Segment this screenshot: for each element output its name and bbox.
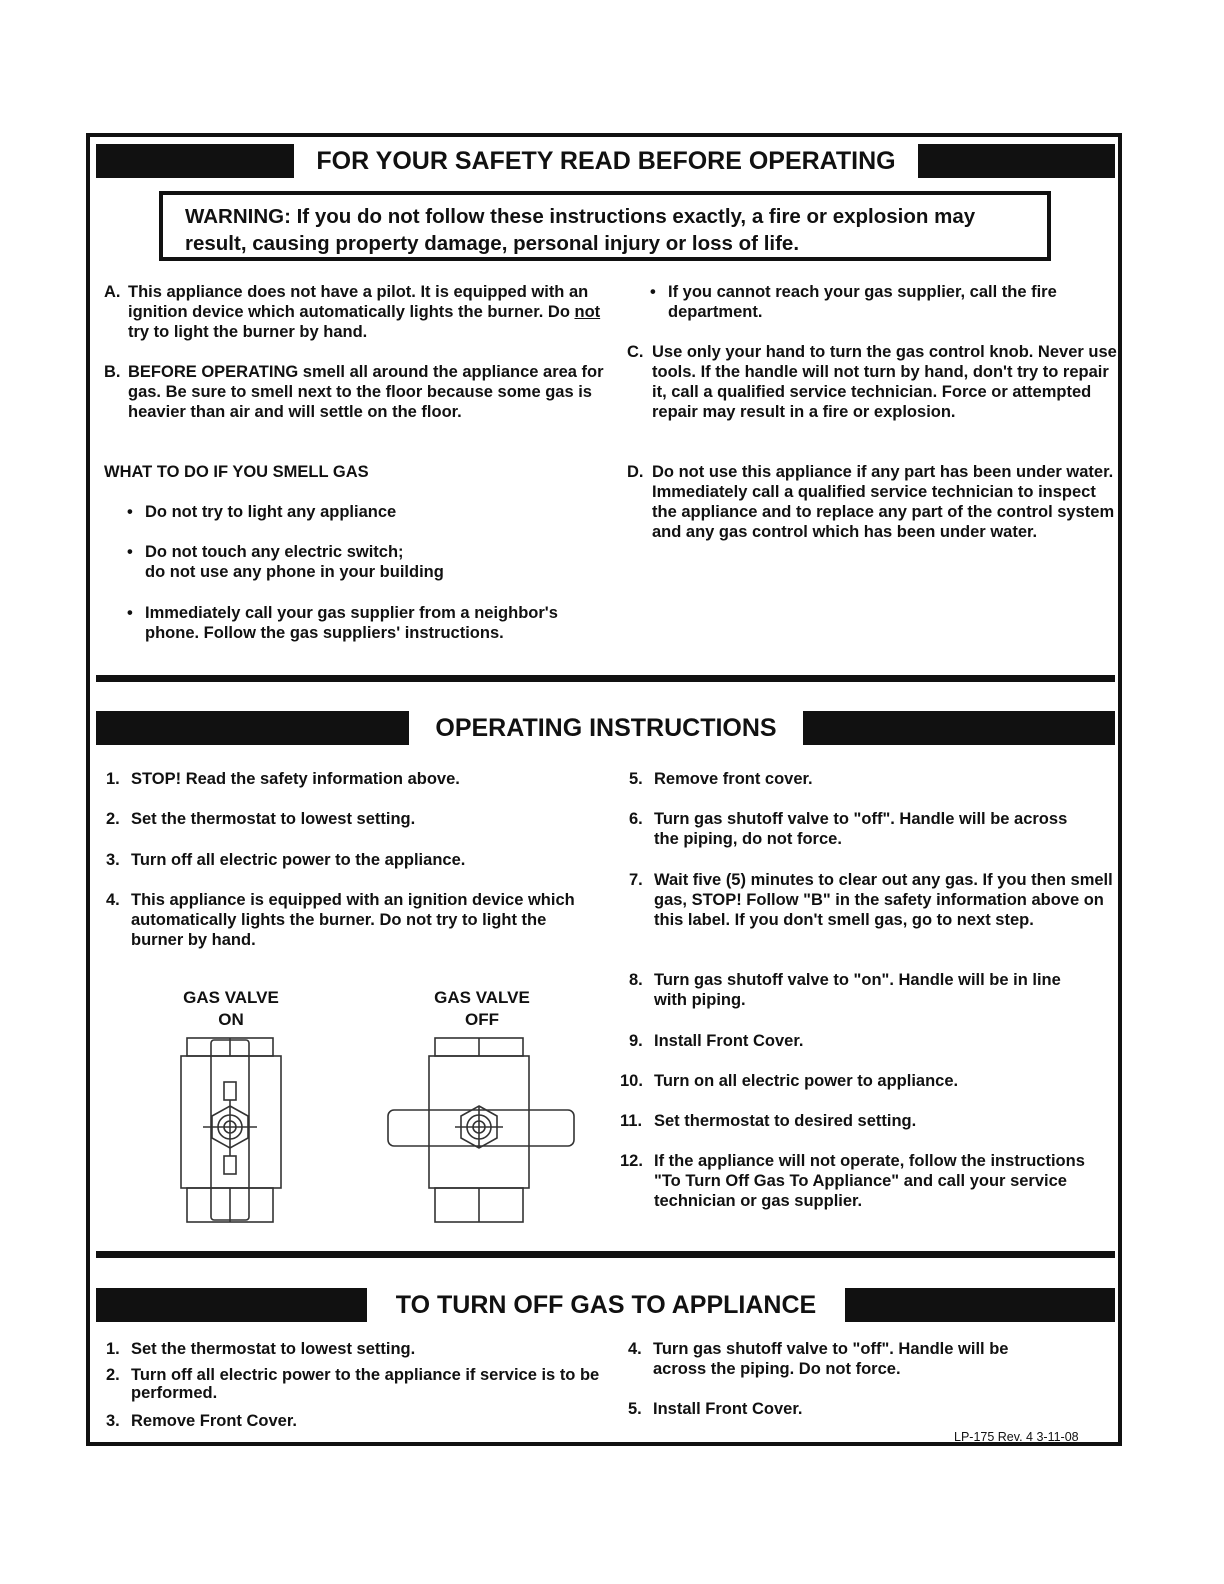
bullet-icon: • <box>650 283 656 301</box>
item-text <box>128 282 609 342</box>
step-text: Turn on all electric power to appliance. <box>654 1072 959 1090</box>
safety-item-d <box>627 462 1121 542</box>
step-number: 5. <box>628 1400 642 1418</box>
valve-label-line: ON <box>218 1010 244 1029</box>
turnoff-step-3 <box>106 1411 606 1431</box>
step-text: Remove front cover. <box>654 770 813 788</box>
bullet-line: do not use any phone in your building <box>145 563 444 581</box>
bullet-text: Immediately call your gas supplier from a neighbor's phone. Follow the gas suppliers' instructions. <box>145 604 558 642</box>
safety-item-b <box>104 362 609 422</box>
operating-step-12 <box>620 1151 1115 1211</box>
operating-step-7 <box>629 870 1113 930</box>
safety-item-a <box>104 282 609 342</box>
bullet-item <box>127 603 607 643</box>
operating-step-11 <box>620 1111 1109 1131</box>
gas-valve-off-icon <box>385 1036 577 1224</box>
step-text: Turn off all electric power to the appliance. <box>131 851 466 869</box>
turnoff-step-1 <box>106 1339 606 1359</box>
item-text-part: This appliance does not have a pilot. It is equipped with an ignition device which automatically lights the burner. Do <box>128 283 589 321</box>
label-code: LP-175 Rev. 4 3-11-08 <box>954 1430 1079 1444</box>
step-text: Turn off all electric power to the appliance if service is to be performed. <box>131 1366 600 1402</box>
item-label: B. <box>104 363 121 381</box>
turnoff-step-5 <box>628 1399 1058 1419</box>
operating-heading: OPERATING INSTRUCTIONS <box>435 714 777 742</box>
step-number: 2. <box>106 1366 120 1384</box>
bullet-line: Do not touch any electric switch; <box>145 543 404 561</box>
operating-step-8 <box>629 970 1069 1010</box>
operating-step-3 <box>106 850 586 870</box>
item-label: D. <box>627 463 644 481</box>
header-bar-left <box>96 144 294 178</box>
step-number: 12. <box>620 1152 643 1170</box>
turnoff-step-4 <box>628 1339 1058 1379</box>
step-number: 4. <box>106 891 120 909</box>
step-text: Install Front Cover. <box>653 1400 803 1418</box>
step-text: This appliance is equipped with an ignition device which automatically lights the burner. Do not try to light the burner by hand. <box>131 891 575 949</box>
safety-item-c <box>627 342 1121 422</box>
step-number: 11. <box>620 1112 643 1130</box>
operating-step-2 <box>106 809 586 829</box>
step-text: Remove Front Cover. <box>131 1412 297 1430</box>
step-text: Set the thermostat to lowest setting. <box>131 810 416 828</box>
safety-heading: FOR YOUR SAFETY READ BEFORE OPERATING <box>316 147 896 175</box>
item-text-underline: not <box>574 303 601 321</box>
item-text: BEFORE OPERATING smell all around the appliance area for gas. Be sure to smell next to the floor because some gas is heavier than air and will settle on the floor. <box>128 363 604 421</box>
step-number: 5. <box>629 770 643 788</box>
header-bar-right <box>803 711 1115 745</box>
item-label: A. <box>104 283 121 301</box>
item-text: Use only your hand to turn the gas control knob. Never use tools. If the handle will not turn by hand, don't try to repair it, call a qualified service technician. Force or attempted repair may result in a fire or explosion. <box>652 343 1117 421</box>
step-number: 1. <box>106 1340 120 1358</box>
bullet-item <box>127 542 607 582</box>
section-divider <box>96 675 1115 682</box>
warning-box: WARNING: If you do not follow these instructions exactly, a fire or explosion may result, causing property damage, personal injury or loss of life. <box>159 191 1051 261</box>
step-number: 1. <box>106 770 120 788</box>
section-divider <box>96 1251 1115 1258</box>
bullet-item <box>127 502 607 522</box>
bullet-text: If you cannot reach your gas supplier, call the fire department. <box>668 283 1057 321</box>
gas-valve-on-label <box>161 987 301 1031</box>
bullet-icon: • <box>127 503 133 521</box>
header-bar-left <box>96 711 409 745</box>
step-text: Install Front Cover. <box>654 1032 804 1050</box>
step-number: 7. <box>629 871 643 889</box>
step-number: 3. <box>106 1412 120 1430</box>
operating-step-4 <box>106 890 576 950</box>
step-text: Turn gas shutoff valve to "off". Handle will be across the piping. Do not force. <box>653 1340 1009 1378</box>
item-text-part: try to light the burner by hand. <box>128 323 368 341</box>
valve-label-line: OFF <box>465 1010 499 1029</box>
step-number: 3. <box>106 851 120 869</box>
step-text: STOP! Read the safety information above. <box>131 770 460 788</box>
turnoff-step-2 <box>106 1366 606 1402</box>
step-text: Turn gas shutoff valve to "on". Handle will be in line with piping. <box>654 971 1061 1009</box>
step-text: If the appliance will not operate, follow the instructions "To Turn Off Gas To Appliance" and call your service technician or gas supplier. <box>654 1152 1085 1210</box>
step-number: 10. <box>620 1072 643 1090</box>
bullet-icon: • <box>127 543 133 561</box>
turnoff-heading: TO TURN OFF GAS TO APPLIANCE <box>395 1291 817 1319</box>
valve-label-line: GAS VALVE <box>434 988 530 1007</box>
gas-valve-off-label <box>412 987 552 1031</box>
operating-step-9 <box>629 1031 1109 1051</box>
step-text: Turn gas shutoff valve to "off". Handle will be across the piping, do not force. <box>654 810 1068 848</box>
step-number: 4. <box>628 1340 642 1358</box>
step-text: Set the thermostat to lowest setting. <box>131 1340 416 1358</box>
operating-step-10 <box>620 1071 1109 1091</box>
operating-step-6 <box>629 809 1069 849</box>
bullet-icon: • <box>127 604 133 622</box>
bullet-text: Do not try to light any appliance <box>145 503 397 521</box>
header-bar-right <box>918 144 1115 178</box>
item-label: C. <box>627 343 644 361</box>
header-bar-left <box>96 1288 367 1322</box>
smell-gas-heading: WHAT TO DO IF YOU SMELL GAS <box>104 463 369 481</box>
bullet-text <box>145 542 444 582</box>
gas-valve-on-icon <box>175 1036 287 1224</box>
item-text: Do not use this appliance if any part has been under water. Immediately call a qualified service technician to inspect the appliance and to replace any part of the control system and any gas control which has been under water. <box>652 463 1115 541</box>
operating-step-1 <box>106 769 586 789</box>
step-number: 2. <box>106 810 120 828</box>
step-text: Wait five (5) minutes to clear out any gas. If you then smell gas, STOP! Follow "B" in the safety information above on this label. If you don't smell gas, go to next step. <box>654 871 1113 929</box>
step-number: 8. <box>629 971 643 989</box>
bullet-item <box>650 282 1105 322</box>
operating-step-5 <box>629 769 1109 789</box>
step-number: 6. <box>629 810 643 828</box>
step-number: 9. <box>629 1032 643 1050</box>
step-text: Set thermostat to desired setting. <box>654 1112 917 1130</box>
header-bar-right <box>845 1288 1115 1322</box>
valve-label-line: GAS VALVE <box>183 988 279 1007</box>
